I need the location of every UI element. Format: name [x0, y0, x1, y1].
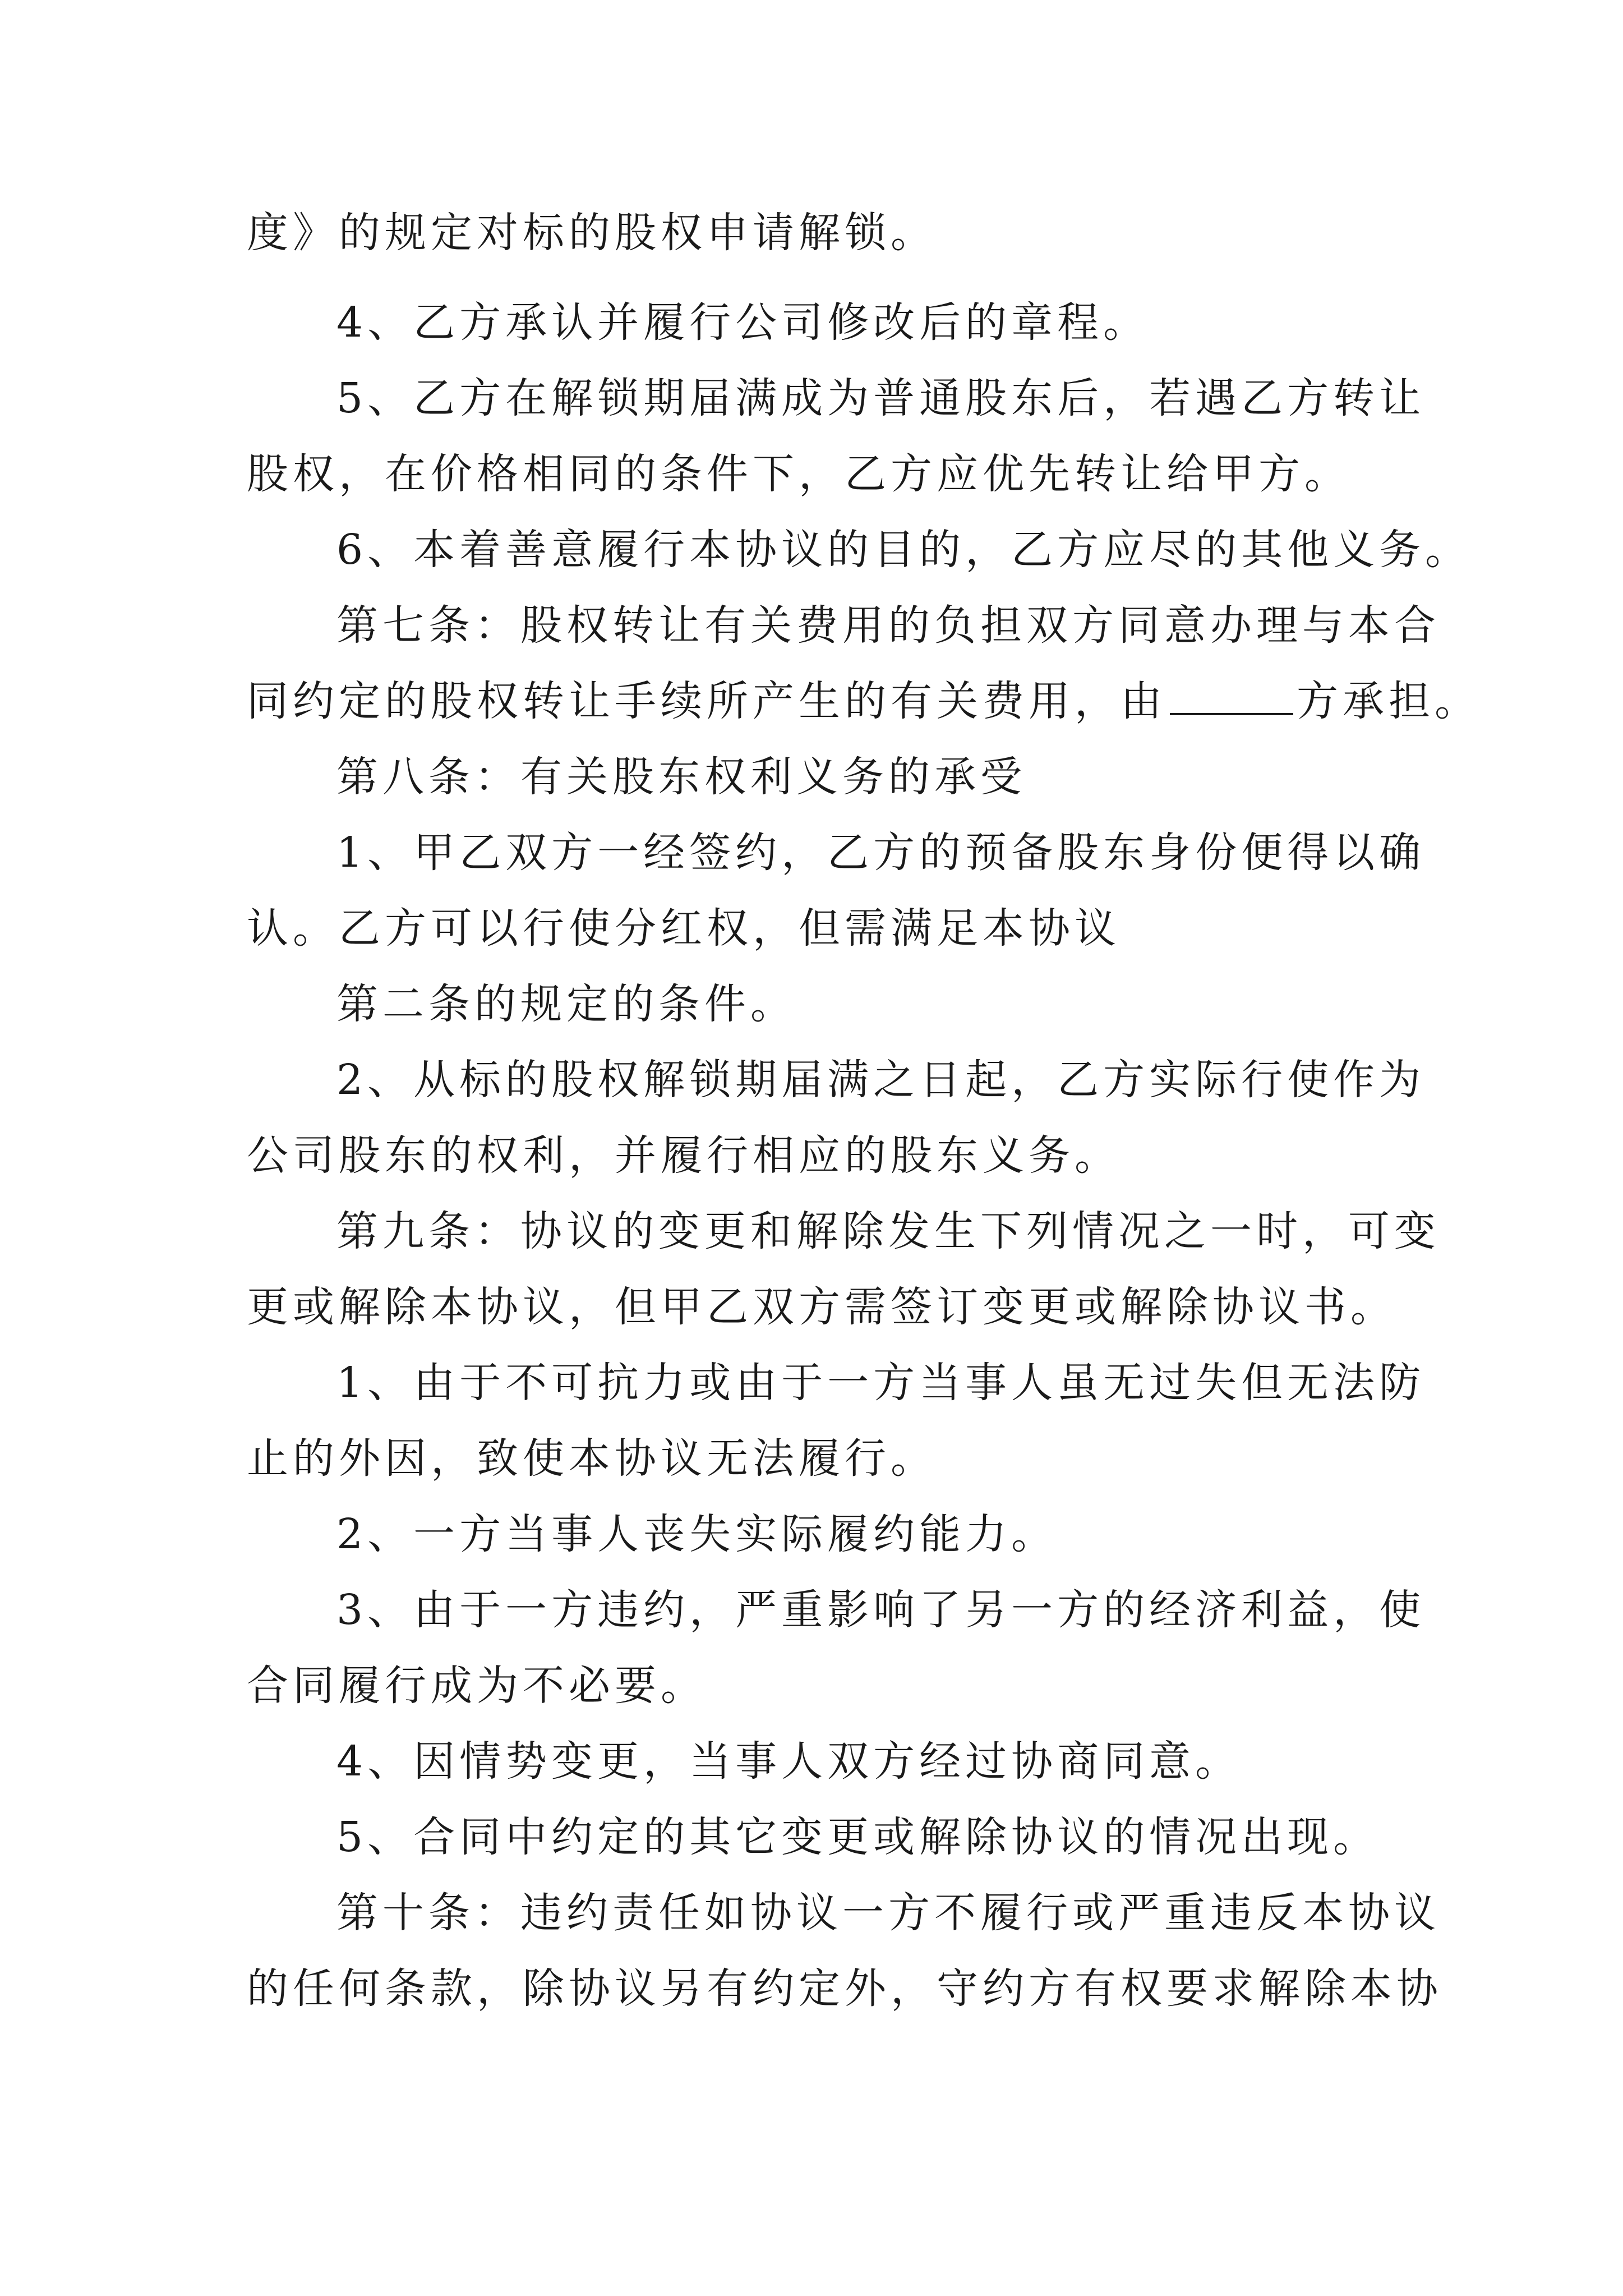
text-line: 止的外因，致使本协议无法履行。	[247, 1434, 937, 1483]
text-line: 1、甲乙双方一经签约，乙方的预备股东身份便得以确	[336, 829, 1426, 877]
text-line: 第十条：违约责任如协议一方不履行或严重违反本协议	[336, 1889, 1440, 1937]
text-line: 第八条：有关股东权利义务的承受	[336, 753, 1026, 801]
text-line: 2、一方当事人丧失实际履约能力。	[336, 1510, 1058, 1558]
text-line: 4、乙方承认并履行公司修改后的章程。	[336, 298, 1150, 347]
fill-in-blank	[1170, 679, 1293, 715]
text-line: 认。乙方可以行使分红权，但需满足本协议	[247, 904, 1121, 953]
text-line: 股权，在价格相同的条件下，乙方应优先转让给甲方。	[247, 450, 1350, 498]
text-line: 更或解除本协议，但甲乙双方需签订变更或解除协议书。	[247, 1283, 1396, 1331]
text-line: 3、由于一方违约，严重影响了另一方的经济利益，使	[336, 1586, 1426, 1634]
text-line: 1、由于不可抗力或由于一方当事人虽无过失但无法防	[336, 1359, 1426, 1407]
text-segment: 同约定的股权转让手续所产生的有关费用，由	[247, 677, 1166, 725]
text-line: 的任何条款，除协议另有约定外，守约方有权要求解除本协	[247, 1964, 1442, 2013]
text-line-with-blank	[247, 676, 1481, 726]
text-line: 度》的规定对标的股权申请解锁。	[247, 209, 937, 257]
text-line: 第七条：股权转让有关费用的负担双方同意办理与本合	[336, 601, 1440, 650]
text-line: 4、因情势变更，当事人双方经过协商同意。	[336, 1737, 1242, 1786]
text-line: 5、合同中约定的其它变更或解除协议的情况出现。	[336, 1813, 1380, 1861]
text-line: 第二条的规定的条件。	[336, 980, 796, 1028]
text-line: 第九条：协议的变更和解除发生下列情况之一时，可变	[336, 1207, 1440, 1255]
text-segment: 方承担。	[1297, 677, 1481, 725]
text-line: 2、从标的股权解锁期届满之日起，乙方实际行使作为	[336, 1056, 1426, 1104]
text-line: 合同履行成为不必要。	[247, 1662, 707, 1710]
text-line: 5、乙方在解锁期届满成为普通股东后，若遇乙方转让	[336, 374, 1426, 422]
text-line: 6、本着善意履行本协议的目的，乙方应尽的其他义务。	[336, 526, 1472, 574]
text-line: 公司股东的权利，并履行相应的股东义务。	[247, 1131, 1121, 1180]
